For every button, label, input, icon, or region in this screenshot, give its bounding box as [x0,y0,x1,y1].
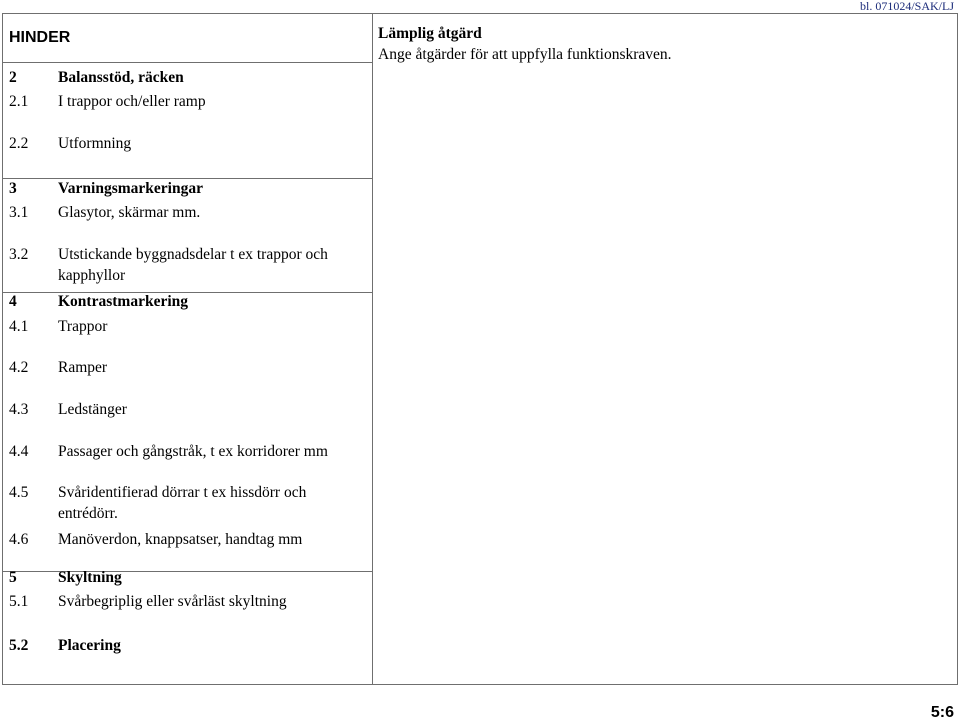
right-header-subtitle: Ange åtgärder för att uppfylla funktionskraven. [378,46,672,63]
document-reference: bl. 071024/SAK/LJ [859,0,954,13]
hinder-table: HINDER Lämplig åtgärd Ange åtgärder för att uppfylla funktionskraven. 2 Balansstöd, räcken 2.1 I trappor och/eller ramp 2.2 Utformning 3 Varningsmarkeringar 3.1 Glasytor, skärmar mm. 3.2 Utstickande byggnadsdelar t ex trappor och kapphyllor 4 Kontrastmarkering 4.1 Trappor 4.2 Ramper 4.3 Ledstänger 4.4 Passager och gångstråk, t ex korridorer mm 4.5 Svåridentifierad dörrar t ex hissdörr och entrédörr. 4.6 Manöverdon, knappsatser, handtag mm 5 Skyltning 5.1 Svårbegriplig eller svårläst skyltning 5.2 Placering [2,13,958,685]
column-divider [372,14,373,684]
right-column-header [378,23,672,65]
row-separator [3,62,373,63]
table-title: HINDER [9,29,71,46]
page-number: 5:6 [930,704,954,721]
right-header-title: Lämplig åtgärd [378,25,482,42]
